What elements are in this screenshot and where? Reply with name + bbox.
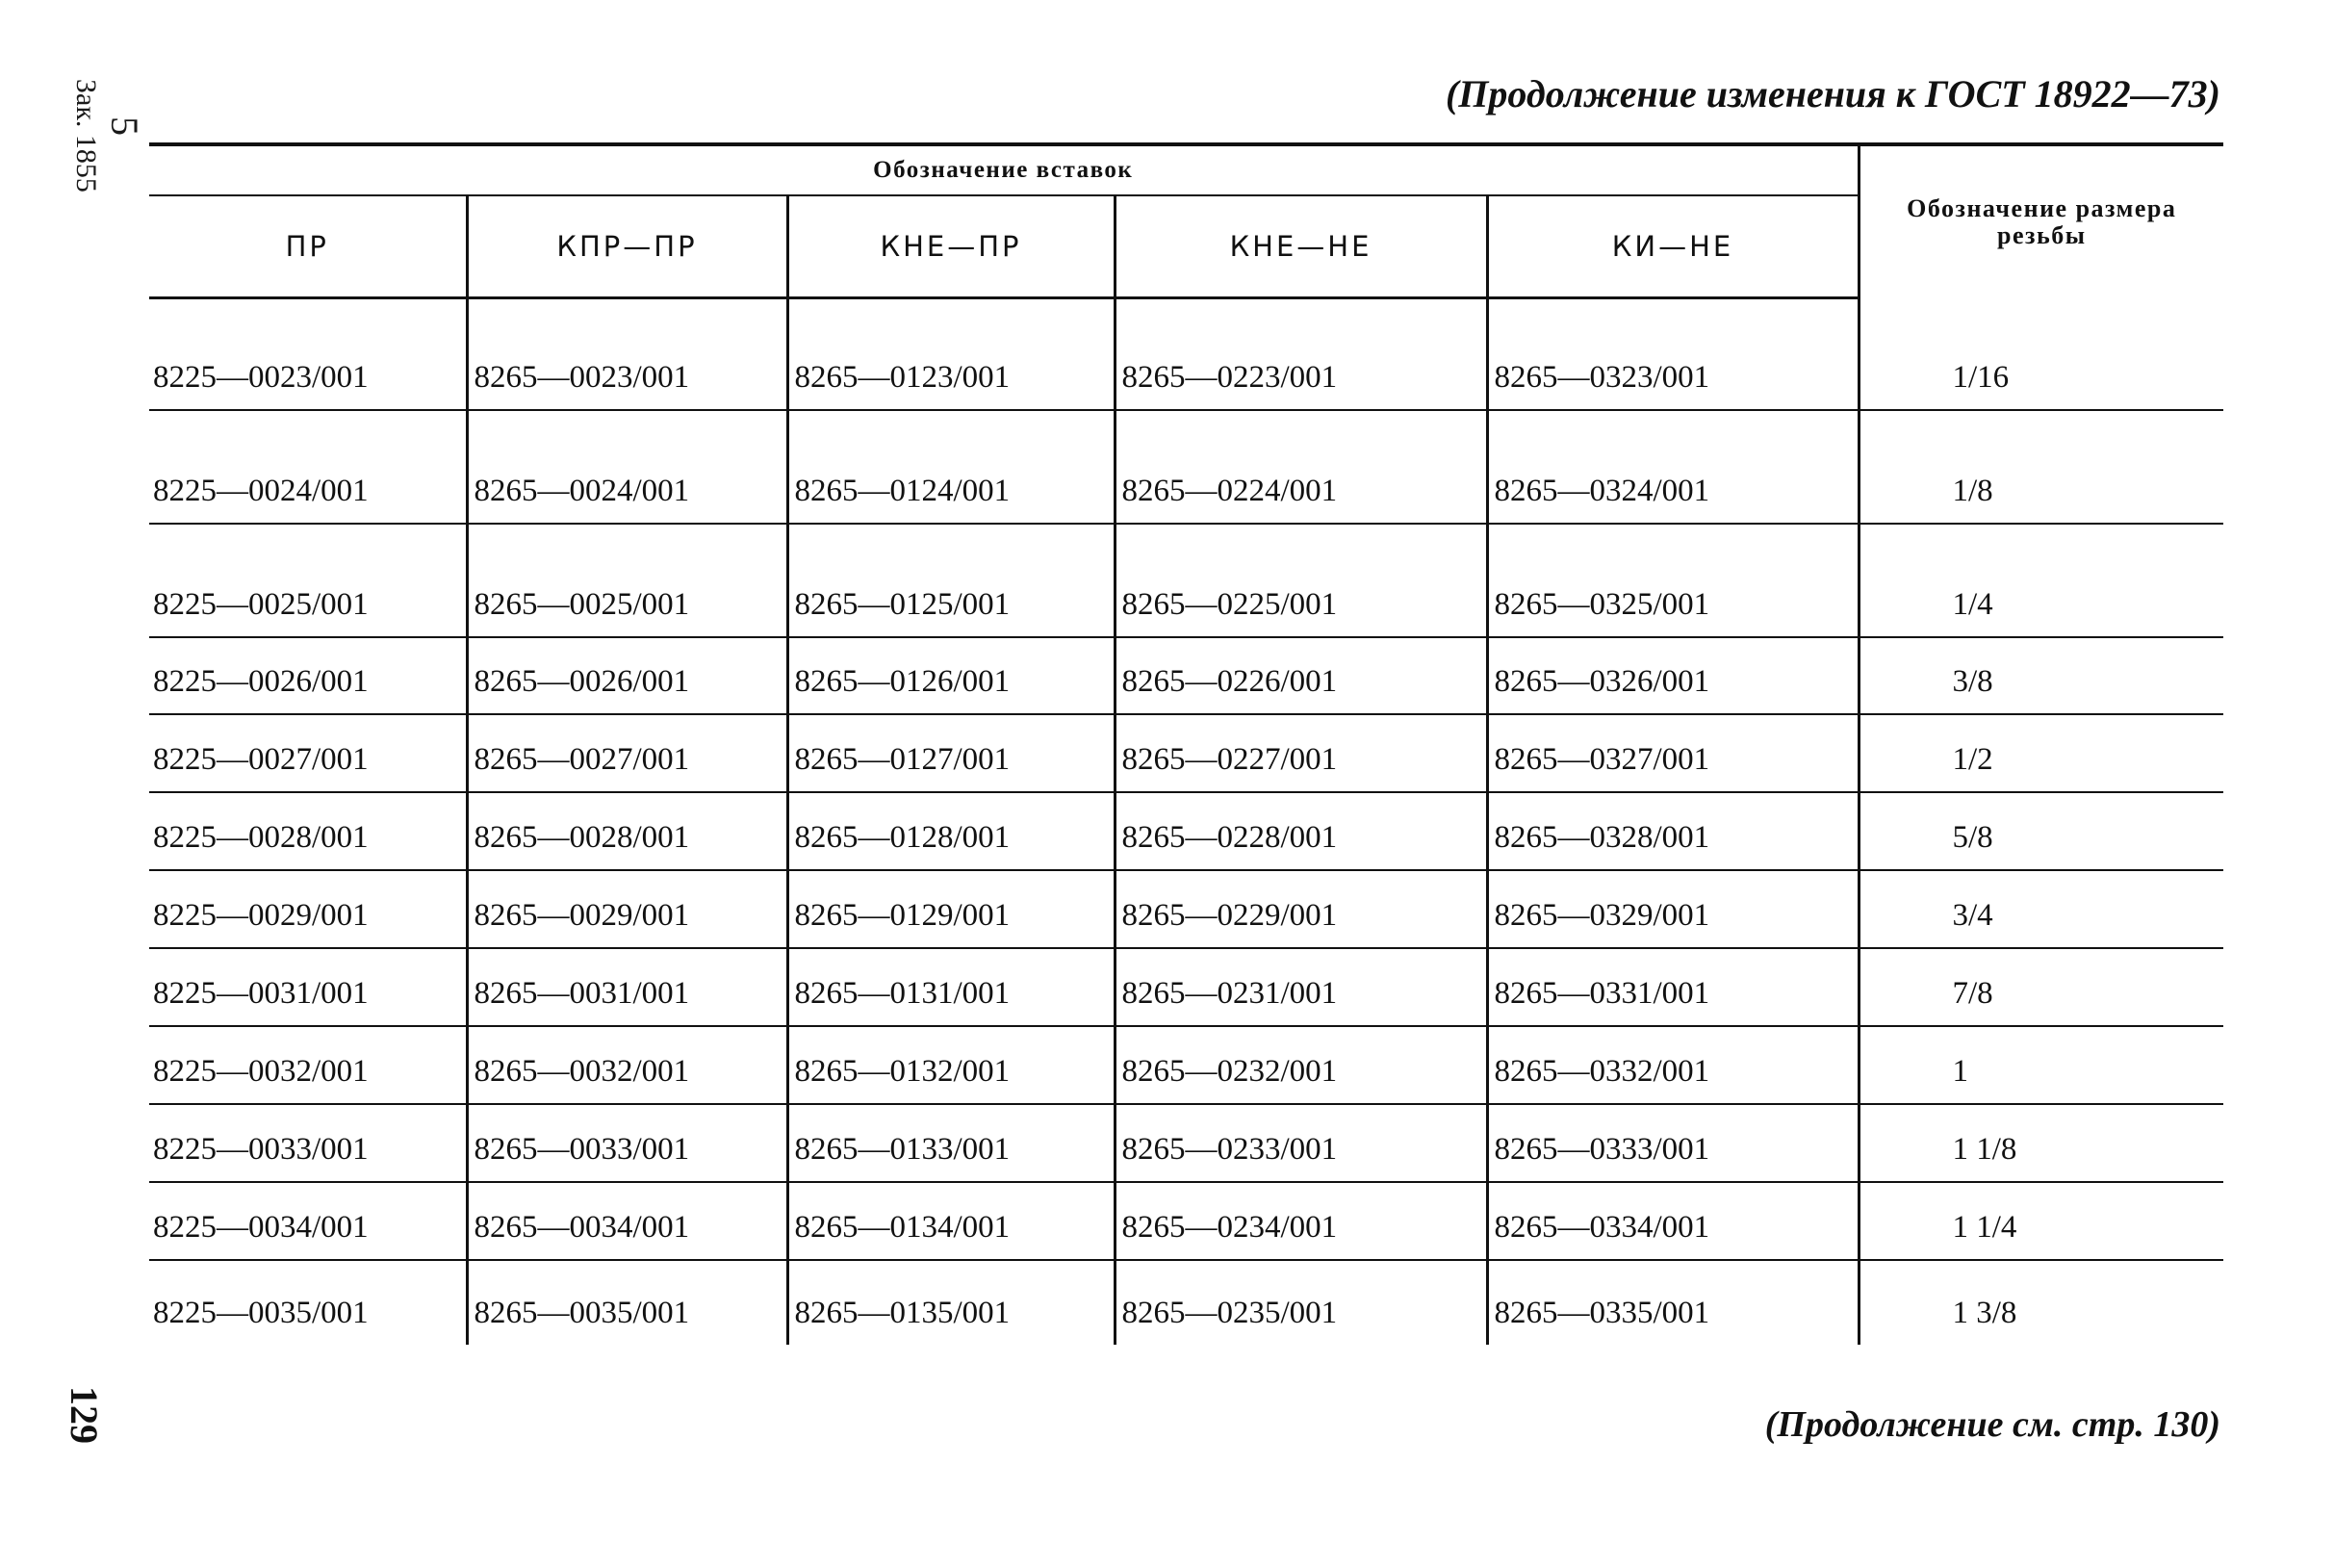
table-row bbox=[149, 1104, 2223, 1182]
code-kne-pr-cell: 8265—0125/001 bbox=[787, 524, 1115, 637]
table-row bbox=[149, 714, 2223, 792]
code-ki-ne-cell: 8265—0327/001 bbox=[1487, 714, 1859, 792]
code-kne-ne-cell: 8265—0232/001 bbox=[1115, 1026, 1487, 1104]
thread-size-cell: 1 1/8 bbox=[1859, 1104, 2223, 1182]
code-kpr-pr-cell: 8265—0028/001 bbox=[467, 792, 787, 870]
thread-size-cell: 1 bbox=[1859, 1026, 2223, 1104]
code-pr-cell: 8225—0035/001 bbox=[153, 1295, 369, 1330]
code-kpr-pr-cell: 8265—0035/001 bbox=[467, 1260, 787, 1345]
code-pr-cell: 8225—0026/001 bbox=[149, 637, 467, 714]
code-kne-ne-cell: 8265—0225/001 bbox=[1115, 524, 1487, 637]
code-ki-ne-cell: 8265—0323/001 bbox=[1487, 298, 1859, 410]
code-kne-ne-cell: 8265—0224/001 bbox=[1115, 410, 1487, 524]
code-kpr-pr-cell: 8265—0031/001 bbox=[467, 948, 787, 1026]
code-kne-pr-cell: 8265—0135/001 bbox=[787, 1260, 1115, 1345]
thread-size-cell: 1/8 bbox=[1859, 410, 2223, 524]
code-kpr-pr-cell: 8265—0033/001 bbox=[467, 1104, 787, 1182]
code-kne-pr-cell: 8265—0126/001 bbox=[787, 637, 1115, 714]
margin-note bbox=[69, 79, 147, 193]
table-row bbox=[149, 792, 2223, 870]
code-kpr-pr-cell: 8265—0029/001 bbox=[467, 870, 787, 948]
code-pr-cell: 8225—0025/001 bbox=[149, 524, 467, 637]
code-ki-ne-cell: 8265—0325/001 bbox=[1487, 524, 1859, 637]
table-row bbox=[149, 524, 2223, 637]
code-pr-cell: 8225—0029/001 bbox=[149, 870, 467, 948]
continuation-note: (Продолжение см. стр. 130) bbox=[1764, 1404, 2220, 1445]
column-header-kpr-pr: КПР—ПР bbox=[467, 195, 787, 298]
code-pr-cell: 8225—0028/001 bbox=[149, 792, 467, 870]
thread-size-cell: 1/4 bbox=[1859, 524, 2223, 637]
code-kne-ne-cell: 8265—0228/001 bbox=[1115, 792, 1487, 870]
code-kne-ne-cell: 8265—0235/001 bbox=[1115, 1260, 1487, 1345]
code-pr-cell: 8225—0031/001 bbox=[149, 948, 467, 1026]
code-kne-pr-cell: 8265—0124/001 bbox=[787, 410, 1115, 524]
code-kpr-pr-cell: 8265—0023/001 bbox=[467, 298, 787, 410]
code-ki-ne-cell: 8265—0326/001 bbox=[1487, 637, 1859, 714]
code-ki-ne-cell: 8265—0333/001 bbox=[1487, 1104, 1859, 1182]
code-pr-cell: 8225—0023/001 bbox=[149, 298, 467, 410]
table-row bbox=[149, 1026, 2223, 1104]
column-header-pr: ПР bbox=[149, 195, 467, 298]
table-row bbox=[149, 637, 2223, 714]
thread-size-cell: 5/8 bbox=[1859, 792, 2223, 870]
code-kpr-pr-cell: 8265—0034/001 bbox=[467, 1182, 787, 1260]
code-kne-ne-cell: 8265—0226/001 bbox=[1115, 637, 1487, 714]
code-kne-ne-cell: 8265—0233/001 bbox=[1115, 1104, 1487, 1182]
table-row bbox=[149, 870, 2223, 948]
code-kpr-pr-cell: 8265—0027/001 bbox=[467, 714, 787, 792]
table-row bbox=[149, 410, 2223, 524]
code-kpr-pr-cell: 8265—0032/001 bbox=[467, 1026, 787, 1104]
thread-size-header: Обозначение размера резьбы bbox=[1859, 144, 2223, 298]
code-kne-ne-cell: 8265—0234/001 bbox=[1115, 1182, 1487, 1260]
code-kne-pr-cell: 8265—0127/001 bbox=[787, 714, 1115, 792]
code-pr-cell: 8225—0032/001 bbox=[149, 1026, 467, 1104]
code-pr-cell: 8225—0033/001 bbox=[149, 1104, 467, 1182]
code-kne-pr-cell: 8265—0131/001 bbox=[787, 948, 1115, 1026]
margin-note-number: 5 bbox=[103, 116, 146, 136]
column-header-kne-ne: КНЕ—НЕ bbox=[1115, 195, 1487, 298]
thread-size-cell: 3/8 bbox=[1859, 637, 2223, 714]
code-kne-ne-cell: 8265—0231/001 bbox=[1115, 948, 1487, 1026]
column-header-kne-pr: КНЕ—ПР bbox=[787, 195, 1115, 298]
code-kne-pr-cell: 8265—0129/001 bbox=[787, 870, 1115, 948]
thread-size-cell: 1/2 bbox=[1859, 714, 2223, 792]
code-pr-cell: 8225—0024/001 bbox=[149, 410, 467, 524]
table-row bbox=[149, 948, 2223, 1026]
table-row bbox=[149, 1182, 2223, 1260]
thread-size-cell: 1 3/8 bbox=[1859, 1260, 2223, 1345]
margin-note-text: Зак. 1855 bbox=[70, 79, 102, 193]
code-ki-ne-cell: 8265—0329/001 bbox=[1487, 870, 1859, 948]
code-ki-ne-cell: 8265—0332/001 bbox=[1487, 1026, 1859, 1104]
table-row bbox=[149, 1260, 2223, 1345]
code-kpr-pr-cell: 8265—0024/001 bbox=[467, 410, 787, 524]
table-body bbox=[149, 298, 2223, 1345]
thread-size-cell: 1 1/4 bbox=[1859, 1182, 2223, 1260]
table-row bbox=[149, 298, 2223, 410]
thread-size-cell: 7/8 bbox=[1859, 948, 2223, 1026]
code-kne-ne-cell: 8265—0227/001 bbox=[1115, 714, 1487, 792]
code-kne-pr-cell: 8265—0123/001 bbox=[787, 298, 1115, 410]
code-pr-cell: 8225—0034/001 bbox=[149, 1182, 467, 1260]
code-kpr-pr-cell: 8265—0026/001 bbox=[467, 637, 787, 714]
code-kne-pr-cell: 8265—0133/001 bbox=[787, 1104, 1115, 1182]
code-kne-pr-cell: 8265—0132/001 bbox=[787, 1026, 1115, 1104]
code-ki-ne-cell: 8265—0324/001 bbox=[1487, 410, 1859, 524]
page-number: 129 bbox=[63, 1386, 106, 1444]
code-kpr-pr-cell: 8265—0025/001 bbox=[467, 524, 787, 637]
code-kne-pr-cell: 8265—0128/001 bbox=[787, 792, 1115, 870]
thread-size-cell: 1/16 bbox=[1859, 298, 2223, 410]
code-ki-ne-cell: 8265—0335/001 bbox=[1487, 1260, 1859, 1345]
running-header: (Продолжение изменения к ГОСТ 18922—73) bbox=[1445, 72, 2220, 116]
thread-size-cell: 3/4 bbox=[1859, 870, 2223, 948]
code-kne-ne-cell: 8265—0229/001 bbox=[1115, 870, 1487, 948]
code-kne-pr-cell: 8265—0134/001 bbox=[787, 1182, 1115, 1260]
column-header-ki-ne: КИ—НЕ bbox=[1487, 195, 1859, 298]
inserts-table bbox=[149, 142, 2223, 1345]
code-ki-ne-cell: 8265—0328/001 bbox=[1487, 792, 1859, 870]
code-kne-ne-cell: 8265—0223/001 bbox=[1115, 298, 1487, 410]
code-pr-cell: 8225—0027/001 bbox=[149, 714, 467, 792]
group-header: Обозначение вставок bbox=[149, 144, 1859, 195]
code-ki-ne-cell: 8265—0334/001 bbox=[1487, 1182, 1859, 1260]
code-ki-ne-cell: 8265—0331/001 bbox=[1487, 948, 1859, 1026]
